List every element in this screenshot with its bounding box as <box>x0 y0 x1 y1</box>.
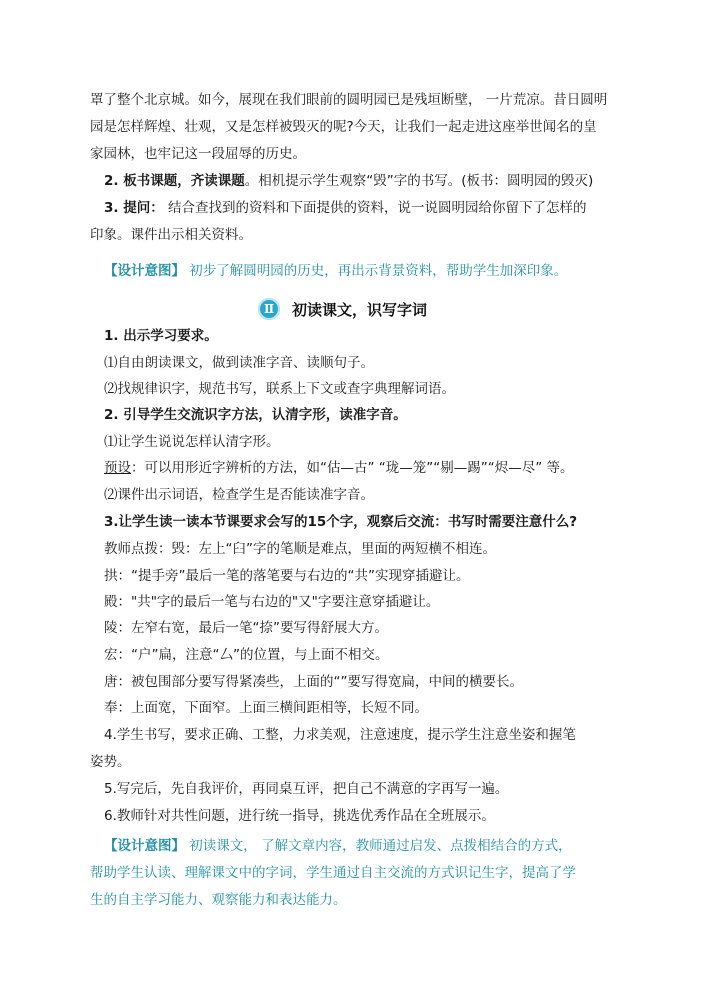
paragraph-3-text: 结合查找到的资料和下面提供的资料，说一说圆明园给你留下了怎样的 <box>163 200 587 216</box>
section-heading <box>258 297 427 321</box>
character-note-5: 宏：“户”扁，注意“厶”的位置，与上面不相交。 <box>104 647 389 663</box>
step-1-item-b: ⑵找规律识字，规范书写，联系上下文或查字典理解词语。 <box>104 381 455 397</box>
step-2-item-a: ⑴让学生说说怎样认清字形。 <box>104 434 280 450</box>
character-note-7: 奉：上面宽，下面窄。上面三横间距相等，长短不同。 <box>104 700 428 716</box>
paragraph-3-continued: 印象。课件出示相关资料。 <box>90 227 252 243</box>
intro-line-3: 家园林，也牢记这一段屈辱的历史。 <box>90 146 306 162</box>
paragraph-2-text: 。相机提示学生观察“毁”字的书写。(板书：圆明园的毁灭) <box>244 173 594 189</box>
intro-line-2: 园是怎样辉煌、壮观，又是怎样被毁灭的呢?今天，让我们一起走进这座举世闻名的皇 <box>90 119 597 135</box>
paragraph-2-label: 2. 板书课题，齐读课题 <box>104 173 245 189</box>
preset-label: 预设 <box>104 460 131 476</box>
paragraph-2 <box>104 171 593 191</box>
paragraph-3 <box>104 198 587 218</box>
design-intent-2-line-3: 生的自主学习能力、观察能力和表达能力。 <box>90 892 347 908</box>
character-note-4: 陵：左窄右宽，最后一笔“捺”要写得舒展大方。 <box>104 620 388 636</box>
preset-text: ：可以用形近字辨析的方法，如“估—古” “珑—笼”“剔—踢”“烬—尽” 等。 <box>131 460 574 476</box>
step-2-heading: 2. 引导学生交流识字方法，认清字形，读准字音。 <box>104 407 407 423</box>
step-1-item-a: ⑴自由朗读课文，做到读准字音、读顺句子。 <box>104 355 374 371</box>
character-note-1: 教师点拨：毁：左上“臼”字的笔顺是难点，里面的两短横不相连。 <box>104 541 496 557</box>
design-intent-2-label: 【设计意图】 <box>104 838 185 854</box>
paragraph-3-label: 3. 提问： <box>104 200 164 216</box>
design-intent-1-text: 初步了解圆明园的历史，再出示背景资料，帮助学生加深印象。 <box>185 263 568 279</box>
design-intent-1-label: 【设计意图】 <box>104 263 185 279</box>
design-intent-2 <box>104 836 572 856</box>
design-intent-1 <box>104 261 567 281</box>
preset-line <box>104 458 574 478</box>
design-intent-2-line-2: 帮助学生认读、理解课文中的字词，学生通过自主交流的方式识记生字，提高了学 <box>90 865 576 881</box>
step-5: 5.写完后，先自我评价，再同桌互评，把自己不满意的字再写一遍。 <box>104 781 509 797</box>
step-1-heading: 1. 出示学习要求。 <box>104 328 218 344</box>
step-4: 4.学生书写，要求正确、工整，力求美观，注意速度，提示学生注意坐姿和握笔 <box>104 727 576 743</box>
design-intent-2-line-1: 初读课文， 了解文章内容，教师通过启发、点拨相结合的方式， <box>185 838 572 854</box>
character-note-6: 唐：被包围部分要写得紧凑些，上面的“”要写得宽扁，中间的横要长。 <box>104 674 523 690</box>
step-3-heading: 3.让学生读一读本节课要求会写的15个字，观察后交流：书写时需要注意什么? <box>104 514 578 530</box>
roman-numeral-badge-icon: Ⅱ <box>258 298 280 320</box>
section-title: 初读课文，识写字词 <box>292 300 428 319</box>
step-4-continued: 姿势。 <box>90 754 131 770</box>
intro-line-1: 罩了整个北京城。如今，展现在我们眼前的圆明园已是残垣断壁， 一片荒凉。昔日圆明 <box>90 92 608 108</box>
step-2-item-b: ⑵课件出示词语，检查学生是否能读准字音。 <box>104 487 374 503</box>
character-note-3: 殿："共"字的最后一笔与右边的"又"字要注意穿插避让。 <box>104 594 440 610</box>
character-note-2: 拱：“提手旁”最后一笔的落笔要与右边的“共”实现穿插避让。 <box>104 568 470 584</box>
step-6: 6.教师针对共性问题，进行统一指导，挑选优秀作品在全班展示。 <box>104 808 495 824</box>
